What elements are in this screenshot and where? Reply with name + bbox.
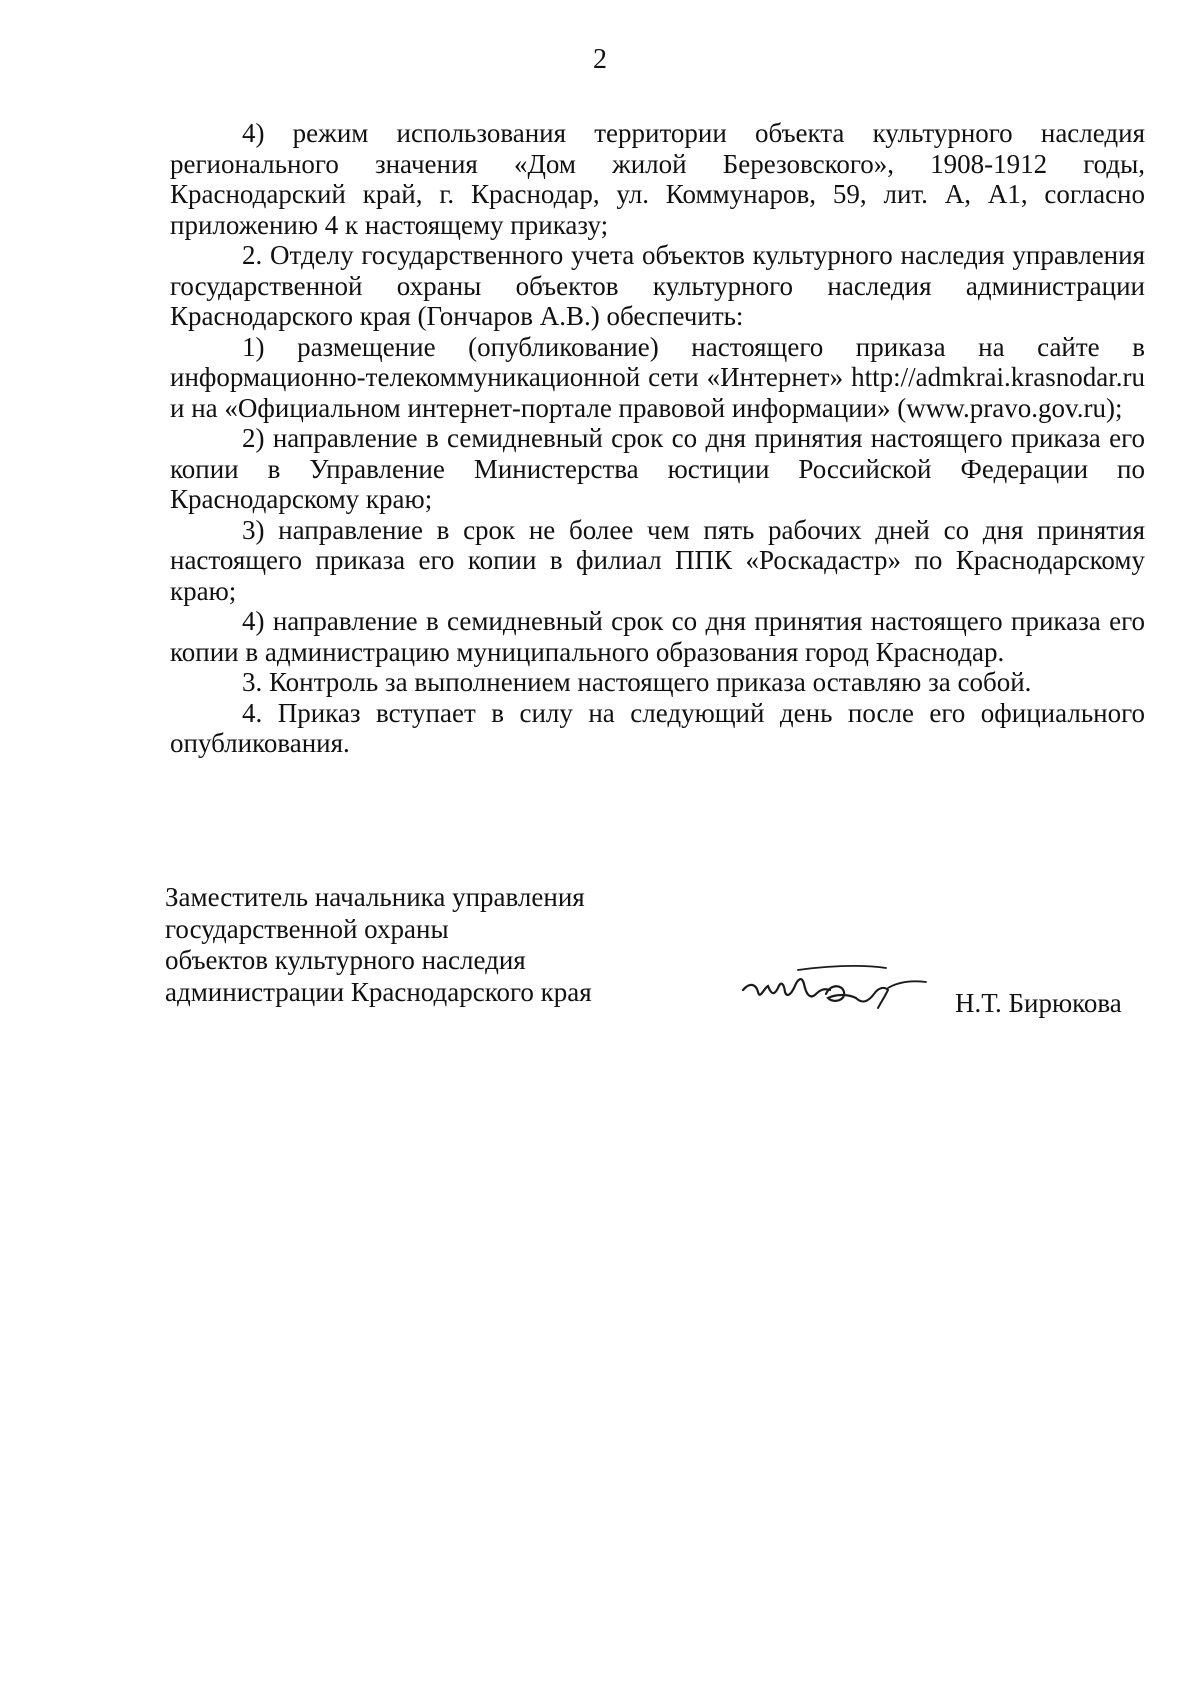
signatory-title-line: администрации Краснодарского края <box>165 976 592 1007</box>
paragraph-item-4-administration-copy: 4) направление в семидневный срок со дня принятия настоящего приказа его копии в администрацию муниципального образования город Краснодар. <box>170 606 1145 667</box>
paragraph-section-3-control: 3. Контроль за выполнением настоящего приказа оставляю за собой. <box>242 667 1032 697</box>
paragraph-item-3-roskadastr-copy: 3) направление в срок не более чем пять рабочих дней со дня принятия настоящего приказа его копии в филиал ППК «Роскадастр» по Краснодарскому краю; <box>170 514 1145 606</box>
paragraph-item-1-publication: 1) размещение (опубликование) настоящего приказа на сайте в информационно-телекоммуникационной сети «Интернет» http://admkrai.krasnodar.ru и на «Официальном интернет-портале правовой информации» (www.pravo.gov.ru); <box>170 331 1145 423</box>
paragraph-section-2: 2. Отделу государственного учета объектов культурного наследия управления государственной охраны объектов культурного наследия администрации Краснодарского края (Гончаров А.В.) обеспечить: <box>170 240 1145 331</box>
paragraph-item-2-ministry-copy: 2) направление в семидневный срок со дня принятия настоящего приказа его копии в Управление Министерства юстиции Российской Федерации по Краснодарскому краю; <box>170 423 1145 514</box>
paragraph-section-4-effect: 4. Приказ вступает в силу на следующий день после его официального опубликования. <box>170 697 1145 758</box>
handwritten-signature <box>738 964 933 1014</box>
signatory-title-line: Заместитель начальника управления <box>165 882 585 912</box>
paragraph-item-4-regime: 4) режим использования территории объекта культурного наследия регионального значения «Дом жилой Березовского», 1908-1912 годы, Краснодарский край, г. Краснодар, ул. Коммунаров, 59, лит. А, А1, согласно приложению 4 к настоящему приказу; <box>170 118 1145 240</box>
page-number: 2 <box>593 44 607 75</box>
signatory-title <box>165 882 592 1008</box>
document-body <box>170 118 1145 759</box>
signature-block <box>165 882 1145 1032</box>
signatory-title-line: объектов культурного наследия <box>165 945 526 975</box>
signatory-name: Н.Т. Бирюкова <box>955 988 1122 1018</box>
signatory-title-line: государственной охраны <box>165 913 449 944</box>
